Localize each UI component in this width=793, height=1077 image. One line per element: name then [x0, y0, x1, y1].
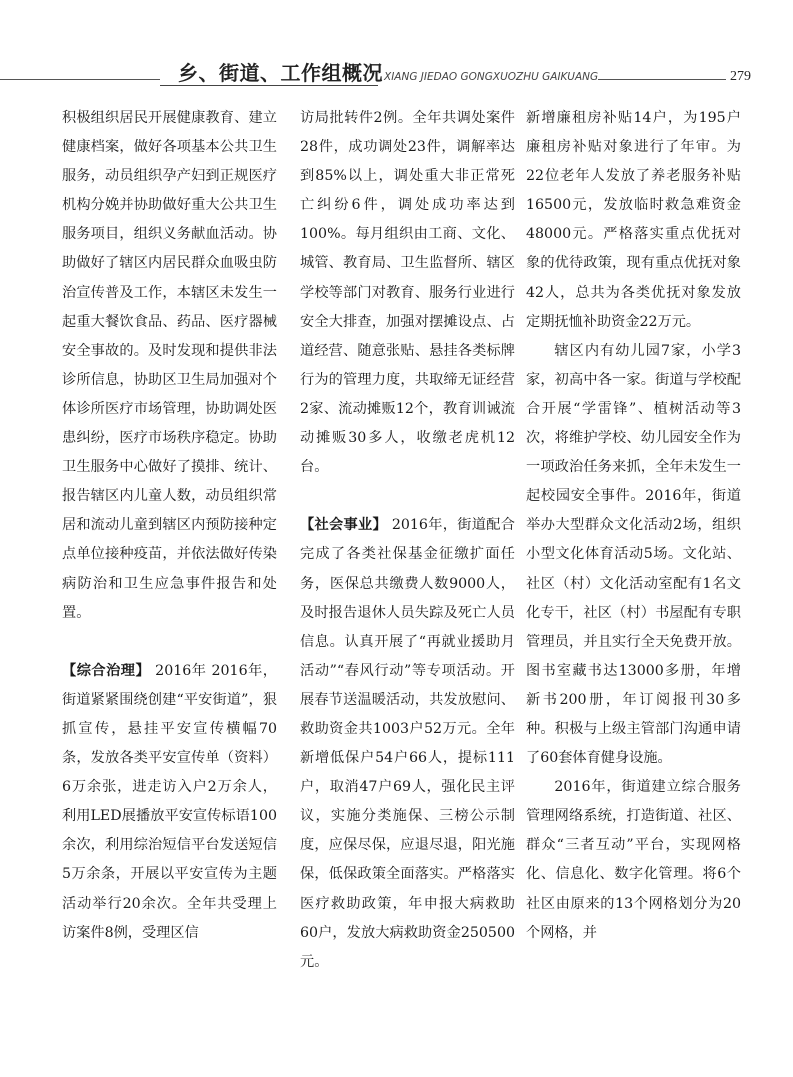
paragraph-grid-management: 2016年，街道建立综合服务管理网络系统，打造街道、社区、群众“三者互动”平台，实现网格化、信息化、数字化管理。将6个社区由原来的13个网格划分为20个网格，并 — [526, 779, 741, 941]
section-text-social-affairs: 2016年，街道配合完成了各类社保基金征缴扩面任务，医保总共缴费人数9000人，及时报告退休人员失踪及死亡人员信息。认真开展了“再就业援助月活动”“春风行动”等专项活动。开展春节送温暖活动，共发放慰问、救助资金共1003户52万元。全年新增低保户54户66人，提标111户，取消47户69人，强化民主评议，实施分类施保、三榜公示制度，应保尽保，应退尽退，阳光施保，低保政策全面落实。严格落实医疗救助政策，年申报大病救助60户，发放大病救助资金250500元。 — [300, 517, 515, 970]
paragraph-social-affairs-continued: 新增廉租房补贴14户，为195户廉租房补贴对象进行了年审。为22位老年人发放了养老服务补贴16500元，发放临时救急难资金48000元。严格落实重点优抚对象的优待政策，现有重点优抚对象42人，总共为各类优抚对象发放定期抚恤补助资金22万元。 — [526, 110, 741, 330]
section-heading-comprehensive-governance: 【综合治理】 — [62, 662, 151, 679]
page-header — [0, 0, 793, 100]
text-column-1 — [62, 104, 277, 948]
section-heading-social-affairs: 【社会事业】 — [300, 517, 388, 534]
paragraph-education-culture: 辖区内有幼儿园7家，小学3家，初高中各一家。街道与学校配合开展“学雷锋”、植树活动等3次，将维护学校、幼儿园安全作为一项政治任务来抓，全年未发生一起校园安全事件。2016年，街道举办大型群众文化活动2场，组织小型文化体育活动5场。文化站、社区（村）文化活动室配有1名文化专干，社区（村）书屋配有专职管理员，并且实行全天免费开放。图书室藏书达13000多册，年增新书200册，年订阅报刊30多种。积极与上级主管部门沟通申请了60套体育健身设施。 — [526, 342, 741, 767]
header-title: 乡、街道、工作组概况 — [178, 61, 383, 85]
section-text-comprehensive-governance: 2016年 2016年，街道紧紧围绕创建“平安街道”，狠抓宣传，悬挂平安宣传横幅70条，发放各类平安宣传单（资料）6万余张，进走访入户2万余人，利用LED展播放平安宣传标语100余次，利用综治短信平台发送短信5万余条，开展以平安宣传为主题活动举行20余次。全年共受理上访案件8例，受理区信 — [62, 662, 277, 941]
text-column-2 — [300, 104, 515, 977]
paragraph-social-affairs — [300, 511, 515, 977]
text-column-3 — [526, 104, 741, 948]
paragraph-governance-continued: 访局批转件2例。全年共调处案件28件，成功调处23件，调解率达到85%以上，调处重大非正常死亡纠纷6件，调处成功率达到100%。每月组织由工商、文化、城管、教育局、卫生监督所、辖区学校等部门对教育、服务行业进行安全大排查，加强对摆摊设点、占道经营、随意张贴、悬挂各类标牌行为的管理力度，共取缔无证经营2家、流动摊贩12个，教育训诫流动摊贩30多人，收缴老虎机12台。 — [300, 110, 515, 476]
header-title-underline — [160, 85, 378, 86]
header-rule-right — [598, 79, 726, 80]
page-number: 279 — [730, 69, 751, 84]
header-rule-left — [0, 79, 160, 80]
paragraph-health-continued: 积极组织居民开展健康教育、建立健康档案，做好各项基本公共卫生服务，动员组织孕产妇到正规医疗机构分娩并协助做好重大公共卫生服务项目，组织义务献血活动。协助做好了辖区内居民群众血吸虫防治宣传普及工作，本辖区未发生一起重大餐饮食品、药品、医疗器械安全事故的。及时发现和提供非法诊所信息，协助区卫生局加强对个体诊所医疗市场管理，协助调处医患纠纷，医疗市场秩序稳定。协助卫生服务中心做好了摸排、统计、报告辖区内儿童人数，动员组织常居和流动儿童到辖区内预防接种定点单位接种疫苗，并依法做好传染病防治和卫生应急事件报告和处置。 — [62, 110, 277, 621]
paragraph-comprehensive-governance — [62, 657, 277, 948]
header-pinyin: XIANG JIEDAO GONGXUOZHU GAIKUANG — [384, 71, 599, 83]
